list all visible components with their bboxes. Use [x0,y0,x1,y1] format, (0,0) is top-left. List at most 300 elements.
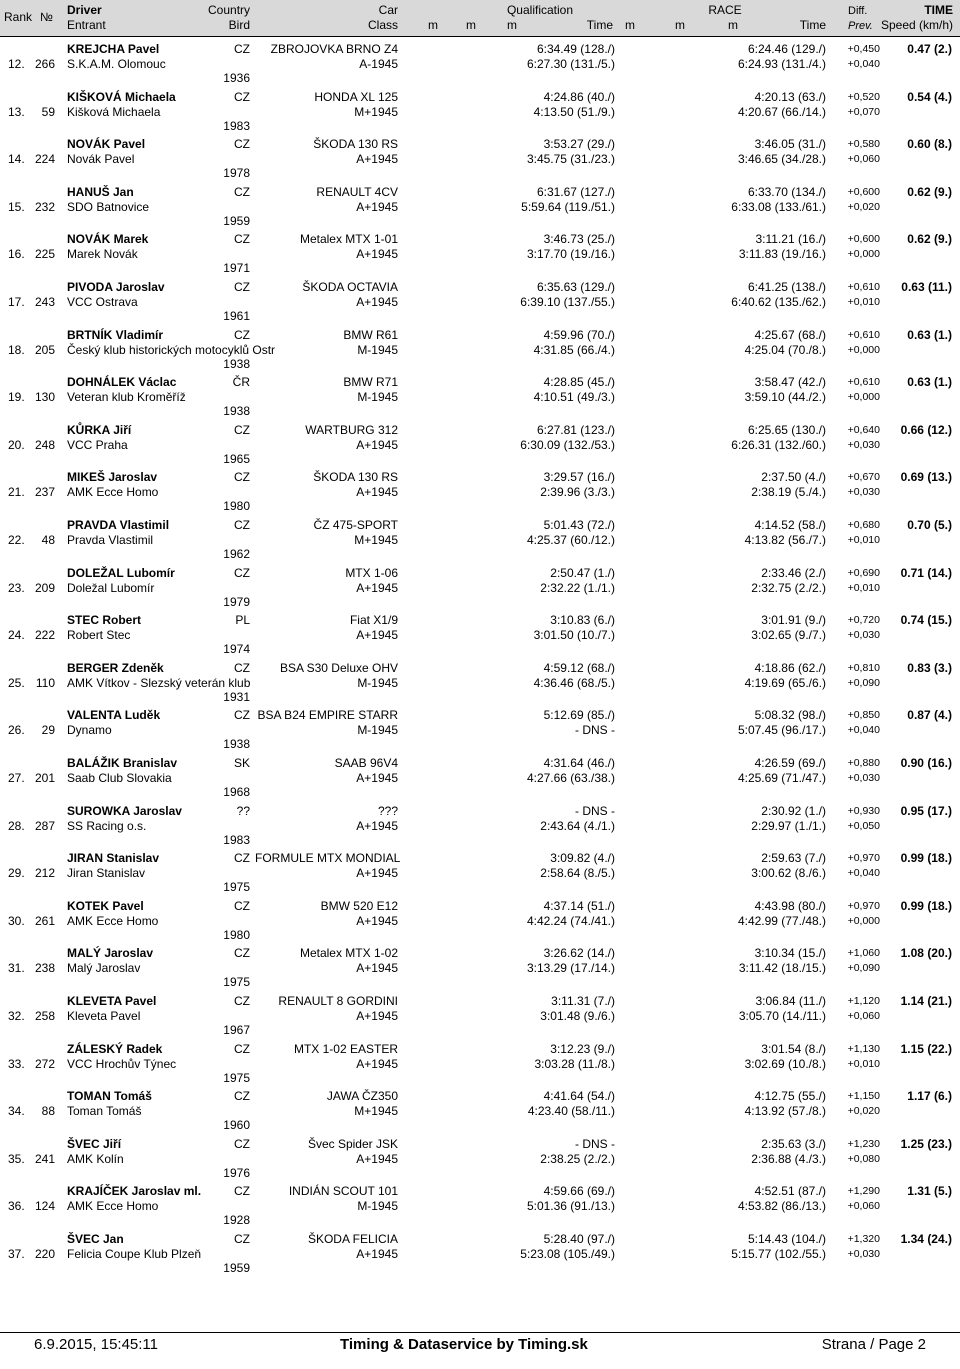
car-name: Metalex MTX 1-02 [299,946,398,961]
rank-cell: 37. [8,1247,25,1261]
race-run-2: 3:11.83 (19./16.) [738,247,826,262]
entrant-name: Pravda Vlastimil [67,533,154,547]
driver-name: KLEVETA Pavel [67,994,157,1008]
diff-cell: +1,230 [847,1137,880,1150]
rank-cell: 25. [8,675,25,690]
diff-cell: +0,610 [847,376,880,389]
class-cell: M-1945 [357,1199,398,1214]
entrant-name: Jiran Stanislav [67,866,146,881]
header-diff: Diff. [848,5,868,17]
entrant-name: Felicia Coupe Klub Plzeň [67,1247,202,1261]
start-number-cell: 209 [34,580,55,595]
race-run-2: 4:13.82 (56./7.) [744,533,826,547]
diff-cell: +0,810 [847,661,880,674]
rank-cell: 21. [8,485,25,500]
entrant-name: SS Racing o.s. [67,818,147,833]
birth-year: 1971 [223,261,250,276]
birth-year: 1980 [223,499,250,514]
rank-cell: 36. [8,1199,25,1214]
birth-year: 1978 [223,166,250,181]
rank-cell: 12. [8,57,25,71]
qualification-run-1: 3:29.57 (16./) [543,470,615,485]
qualification-run-2: 4:42.24 (74./41.) [526,913,615,928]
header-r-m3: m [728,18,738,32]
header-number: № [40,10,53,24]
header-q-m1: m [428,18,438,32]
driver-name: BERGER Zdeněk [67,660,164,675]
footer-divider [0,1332,960,1333]
qualification-run-1: 2:50.47 (1./) [550,565,615,580]
race-run-1: 4:52.51 (87./) [754,1184,826,1199]
prev-diff-cell: +0,070 [847,105,880,118]
driver-name: PRAVDA Vlastimil [67,518,170,532]
qualification-run-2: 2:43.64 (4./1.) [540,818,615,833]
race-run-1: 2:59.63 (7./) [761,851,826,866]
start-number-cell: 124 [34,1199,55,1214]
car-name: Švec Spider JSK [307,1136,398,1151]
driver-name: VALENTA Luděk [67,708,161,723]
entrant-name: AMK Ecce Homo [67,1199,159,1214]
start-number-cell: 110 [35,675,55,690]
country-code: CZ [234,898,250,913]
race-run-1: 4:26.59 (69./) [754,756,826,770]
country-code: CZ [234,280,250,294]
race-run-1: 4:25.67 (68./) [754,327,826,342]
total-time-cell: 0.47 (2.) [907,42,952,56]
driver-name: ŠVEC Jiří [67,1136,122,1151]
prev-diff-cell: +0,030 [847,438,880,451]
rank-cell: 34. [8,1104,25,1119]
table-row [0,754,960,802]
diff-cell: +0,580 [847,138,880,151]
race-run-2: 4:53.82 (86./13.) [737,1199,826,1214]
race-run-1: 6:24.46 (129./) [747,42,826,56]
table-row [0,468,960,516]
qualification-run-2: 2:39.96 (3./3.) [540,485,615,500]
class-cell: A+1945 [356,1056,398,1071]
header-car: Car [378,3,398,17]
table-row [0,1087,960,1135]
driver-name: STEC Robert [67,613,142,628]
table-row [0,1182,960,1230]
driver-name: SUROWKA Jaroslav [67,803,182,818]
driver-name: KŮRKA Jiří [67,422,132,437]
diff-cell: +0,520 [847,90,880,103]
country-code: CZ [234,660,250,675]
qualification-run-1: 3:26.62 (14./) [543,946,615,961]
qualification-run-2: 6:30.09 (132./53.) [520,437,615,452]
country-code: CZ [234,89,250,104]
start-number-cell: 212 [34,866,55,881]
race-run-2: 3:11.42 (18./15.) [738,961,826,976]
diff-cell: +0,610 [847,281,880,293]
prev-diff-cell: +0,040 [847,58,880,70]
qualification-run-1: 4:37.14 (51./) [543,898,615,913]
qualification-run-2: 6:27.30 (131./5.) [526,57,615,71]
prev-diff-cell: +0,030 [847,486,880,499]
rank-cell: 20. [8,437,25,452]
prev-diff-cell: +0,060 [847,153,880,166]
diff-cell: +0,880 [847,757,880,769]
rank-cell: 31. [8,961,25,976]
total-time-cell: 0.87 (4.) [907,708,952,723]
race-run-1: 5:14.43 (104./) [747,1232,826,1246]
rank-cell: 13. [8,104,25,119]
qualification-run-2: 3:01.48 (9./6.) [540,1009,615,1023]
qualification-run-1: 3:10.83 (6./) [550,613,615,628]
total-time-cell: 0.99 (18.) [900,898,952,913]
qualification-run-2: 4:10.51 (49./3.) [533,390,615,405]
table-row [0,278,960,326]
race-run-1: 2:37.50 (4./) [761,470,826,485]
total-time-cell: 0.99 (18.) [900,851,952,866]
rank-cell: 28. [8,818,25,833]
car-name: ŠKODA FELICIA [307,1232,398,1246]
rank-cell: 24. [8,628,25,643]
qualification-run-1: 3:09.82 (4./) [550,851,615,866]
birth-year: 1959 [223,213,250,228]
race-run-2: 3:05.70 (14./11.) [738,1009,826,1023]
birth-year: 1979 [223,594,250,609]
start-number-cell: 222 [34,628,55,643]
prev-diff-cell: +0,010 [847,1057,880,1070]
diff-cell: +0,690 [847,566,880,579]
entrant-name: Novák Pavel [67,152,135,167]
qualification-run-2: - DNS - [575,723,615,738]
table-row [0,659,960,707]
race-run-2: 4:19.69 (65./6.) [744,675,826,690]
rank-cell: 29. [8,866,25,881]
total-time-cell: 0.69 (13.) [900,470,952,485]
entrant-name: VCC Hrochův Týnec [67,1056,177,1071]
birth-year: 1961 [223,309,250,323]
entrant-name: Kišková Michaela [67,104,161,119]
race-run-1: 6:25.65 (130./) [747,422,826,437]
class-cell: A+1945 [356,771,398,785]
car-name: ZBROJOVKA BRNO Z4 [270,42,398,56]
birth-year: 1968 [223,785,250,799]
qualification-run-1: 3:11.31 (7./) [551,994,615,1008]
country-code: CZ [234,994,250,1008]
class-cell: M+1945 [354,1104,398,1119]
total-time-cell: 1.14 (21.) [900,994,952,1008]
class-cell: A+1945 [356,913,398,928]
entrant-name: AMK Ecce Homo [67,485,159,500]
diff-cell: +1,060 [847,947,880,960]
class-cell: A-1945 [359,57,398,71]
class-cell: M+1945 [354,533,398,547]
table-row [0,516,960,564]
prev-diff-cell: +0,000 [847,914,880,927]
qualification-run-2: 5:59.64 (119./51.) [521,199,615,214]
class-cell: M-1945 [357,723,398,738]
total-time-cell: 0.90 (16.) [900,756,952,770]
prev-diff-cell: +0,080 [847,1152,880,1165]
table-row [0,1230,960,1278]
driver-name: NOVÁK Marek [67,232,149,247]
car-name: INDIÁN SCOUT 101 [288,1184,398,1199]
start-number-cell: 220 [34,1247,55,1261]
prev-diff-cell: +0,000 [847,343,880,356]
birth-year: 1975 [223,1070,250,1085]
race-run-1: 4:18.86 (62./) [754,660,826,675]
race-run-1: 3:46.05 (31./) [754,137,826,152]
diff-cell: +0,450 [847,43,880,55]
qualification-run-2: 3:03.28 (11./8.) [534,1056,615,1071]
qualification-run-2: 4:23.40 (58./11.) [527,1104,615,1119]
class-cell: M+1945 [354,104,398,119]
driver-name: BALÁŽIK Branislav [67,756,178,770]
qualification-run-2: 5:23.08 (105./49.) [520,1247,615,1261]
car-name: MTX 1-02 EASTER [293,1041,398,1056]
qualification-run-2: 2:32.22 (1./1.) [540,580,615,595]
start-number-cell: 238 [34,961,55,976]
entrant-name: VCC Ostrava [67,295,138,309]
diff-cell: +1,320 [847,1233,880,1245]
diff-cell: +1,150 [847,1090,880,1103]
prev-diff-cell: +0,020 [847,1105,880,1118]
entrant-name: Marek Novák [67,247,138,262]
start-number-cell: 237 [34,485,55,500]
table-row [0,373,960,421]
rank-cell: 22. [8,533,25,547]
entrant-name: Dynamo [67,723,112,738]
qualification-run-2: 3:17.70 (19./16.) [526,247,615,262]
birth-year: 1962 [223,547,250,561]
class-cell: A+1945 [356,1247,398,1261]
rank-cell: 23. [8,580,25,595]
start-number-cell: 241 [34,1151,55,1166]
prev-diff-cell: +0,020 [847,200,880,213]
rank-cell: 32. [8,1009,25,1023]
prev-diff-cell: +0,010 [847,534,880,546]
diff-cell: +1,290 [847,1185,880,1198]
race-run-1: 4:12.75 (55./) [754,1089,826,1104]
header-qualification: Qualification [506,3,574,17]
diff-cell: +1,130 [847,1042,880,1055]
qualification-run-1: 6:31.67 (127./) [536,184,615,199]
total-time-cell: 0.83 (3.) [907,660,952,675]
country-code: CZ [234,708,250,723]
table-row [0,326,960,374]
total-time-cell: 0.74 (15.) [900,613,952,628]
table-row [0,88,960,136]
header-r-m2: m [675,18,685,32]
start-number-cell: 59 [41,104,55,119]
birth-year: 1938 [223,404,250,419]
header-bird: Bird [228,18,250,32]
entrant-name: Veteran klub Kroměříž [67,390,186,405]
race-run-2: 6:24.93 (131./4.) [737,57,826,71]
class-cell: M-1945 [357,390,398,405]
diff-cell: +0,850 [847,709,880,722]
prev-diff-cell: +0,000 [847,248,880,261]
header-r-m1: m [625,18,635,32]
start-number-cell: 201 [34,771,55,785]
entrant-name: Český klub historických motocyklů Ostr [67,342,276,357]
class-cell: A+1945 [356,199,398,214]
rank-cell: 19. [8,390,25,405]
qualification-run-2: 3:13.29 (17./14.) [526,961,615,976]
race-run-2: 6:33.08 (133./61.) [731,199,826,214]
country-code: PL [235,613,250,628]
country-code: CZ [234,42,250,56]
race-run-2: 5:15.77 (102./55.) [731,1247,826,1261]
driver-name: ŠVEC Jan [67,1232,124,1246]
qualification-run-1: 4:24.86 (40./) [543,89,615,104]
race-run-1: 3:11.21 (16./) [755,232,826,247]
diff-cell: +0,670 [847,471,880,484]
prev-diff-cell: +0,090 [847,962,880,975]
race-run-2: 3:02.65 (9./7.) [751,628,826,643]
car-name: RENAULT 8 GORDINI [278,994,398,1008]
rank-cell: 14. [8,152,25,167]
qualification-run-1: 6:27.81 (123./) [536,422,615,437]
race-run-2: 2:36.88 (4./3.) [751,1151,826,1166]
prev-diff-cell: +0,040 [847,724,880,737]
qualification-run-1: 4:41.64 (54./) [543,1089,615,1104]
race-run-1: 4:14.52 (58./) [754,518,826,532]
class-cell: M-1945 [357,342,398,357]
driver-name: HANUŠ Jan [67,184,134,199]
car-name: ŠKODA OCTAVIA [302,280,398,294]
car-name: ŠKODA 130 RS [313,470,398,485]
race-run-2: 4:25.04 (70./8.) [744,342,826,357]
header-divider [0,36,960,37]
qualification-run-1: 4:31.64 (46./) [543,756,615,770]
diff-cell: +1,120 [847,995,880,1007]
race-run-1: 6:41.25 (138./) [747,280,826,294]
birth-year: 1938 [223,356,250,371]
race-run-2: 2:29.97 (1./1.) [751,818,826,833]
car-name: RENAULT 4CV [316,184,398,199]
prev-diff-cell: +0,060 [847,1200,880,1213]
race-run-2: 2:32.75 (2./2.) [751,580,826,595]
car-name: BMW R71 [343,375,398,390]
race-run-2: 4:13.92 (57./8.) [744,1104,826,1119]
qualification-run-1: 6:34.49 (128./) [536,42,615,56]
car-name: SAAB 96V4 [334,756,398,770]
footer-page: Strana / Page 2 [821,1336,926,1353]
qualification-run-2: 2:38.25 (2./2.) [540,1151,615,1166]
car-name: WARTBURG 312 [305,422,398,437]
country-code: CZ [234,1089,250,1104]
entrant-name: Saab Club Slovakia [67,771,172,785]
driver-name: KREJCHA Pavel [67,42,160,56]
table-row [0,135,960,183]
car-name: ??? [377,803,398,818]
country-code: CZ [234,137,250,152]
car-name: ŠKODA 130 RS [313,137,398,152]
car-name: FORMULE MTX MONDIAL [255,851,401,866]
entrant-name: Robert Stec [67,628,131,643]
total-time-cell: 0.63 (1.) [907,375,952,390]
total-time-cell: 1.15 (22.) [900,1041,952,1056]
country-code: CZ [234,1184,250,1199]
country-code: ?? [236,803,250,818]
header-entrant: Entrant [67,18,106,32]
table-row [0,802,960,850]
class-cell: A+1945 [356,485,398,500]
rank-cell: 30. [8,913,25,928]
race-run-2: 3:00.62 (8./6.) [751,866,826,881]
class-cell: A+1945 [356,247,398,262]
birth-year: 1975 [223,975,250,990]
qualification-run-1: 3:12.23 (9./) [550,1041,615,1056]
class-cell: A+1945 [356,295,398,309]
rank-cell: 33. [8,1056,25,1071]
diff-cell: +0,640 [847,423,880,436]
entrant-name: AMK Kolín [67,1151,124,1166]
qualification-run-2: 4:13.50 (51./9.) [533,104,615,119]
qualification-run-2: 4:36.46 (68./5.) [533,675,615,690]
total-time-cell: 1.34 (24.) [900,1232,952,1246]
race-run-2: 4:20.67 (66./14.) [737,104,826,119]
table-row [0,706,960,754]
diff-cell: +0,600 [847,233,880,246]
car-name: BMW 520 E12 [320,898,398,913]
start-number-cell: 272 [34,1056,55,1071]
birth-year: 1965 [223,451,250,466]
header-prev: Prev. [848,20,873,32]
driver-name: PIVODA Jaroslav [67,280,165,294]
birth-year: 1967 [223,1023,250,1037]
race-run-1: 3:10.34 (15./) [754,946,826,961]
country-code: ČR [232,375,250,390]
car-name: BSA B24 EMPIRE STARR [257,708,398,723]
rank-cell: 26. [8,723,25,738]
class-cell: A+1945 [356,580,398,595]
race-run-1: 5:08.32 (98./) [754,708,826,723]
class-cell: A+1945 [356,961,398,976]
country-code: CZ [234,1041,250,1056]
start-number-cell: 205 [34,342,55,357]
race-run-2: 2:38.19 (5./4.) [751,485,826,500]
header-r-time: Time [799,18,826,32]
qualification-run-2: 4:25.37 (60./12.) [526,533,615,547]
country-code: CZ [234,946,250,961]
start-number-cell: 266 [34,57,55,71]
table-row [0,849,960,897]
driver-name: MALÝ Jaroslav [67,946,154,961]
birth-year: 1975 [223,880,250,895]
table-row [0,564,960,612]
driver-name: NOVÁK Pavel [67,137,146,152]
race-run-2: 6:40.62 (135./62.) [731,295,826,309]
birth-year: 1928 [223,1213,250,1228]
driver-name: DOLEŽAL Lubomír [67,565,175,580]
entrant-name: VCC Praha [67,437,128,452]
car-name: Fiat X1/9 [349,613,398,628]
country-code: CZ [234,184,250,199]
start-number-cell: 29 [41,723,55,738]
diff-cell: +0,600 [847,185,880,198]
race-run-1: 3:58.47 (42./) [754,375,826,390]
qualification-run-1: 4:28.85 (45./) [543,375,615,390]
start-number-cell: 261 [34,913,55,928]
birth-year: 1976 [223,1165,250,1180]
footer-service: Timing & Dataservice by Timing.sk [340,1336,588,1353]
qualification-run-2: 5:01.36 (91./13.) [526,1199,615,1214]
class-cell: A+1945 [356,437,398,452]
table-row [0,611,960,659]
total-time-cell: 0.62 (9.) [907,184,952,199]
birth-year: 1938 [223,737,250,752]
header-rank: Rank [4,10,33,24]
total-time-cell: 1.25 (23.) [900,1136,952,1151]
start-number-cell: 248 [34,437,55,452]
start-number-cell: 232 [34,199,55,214]
